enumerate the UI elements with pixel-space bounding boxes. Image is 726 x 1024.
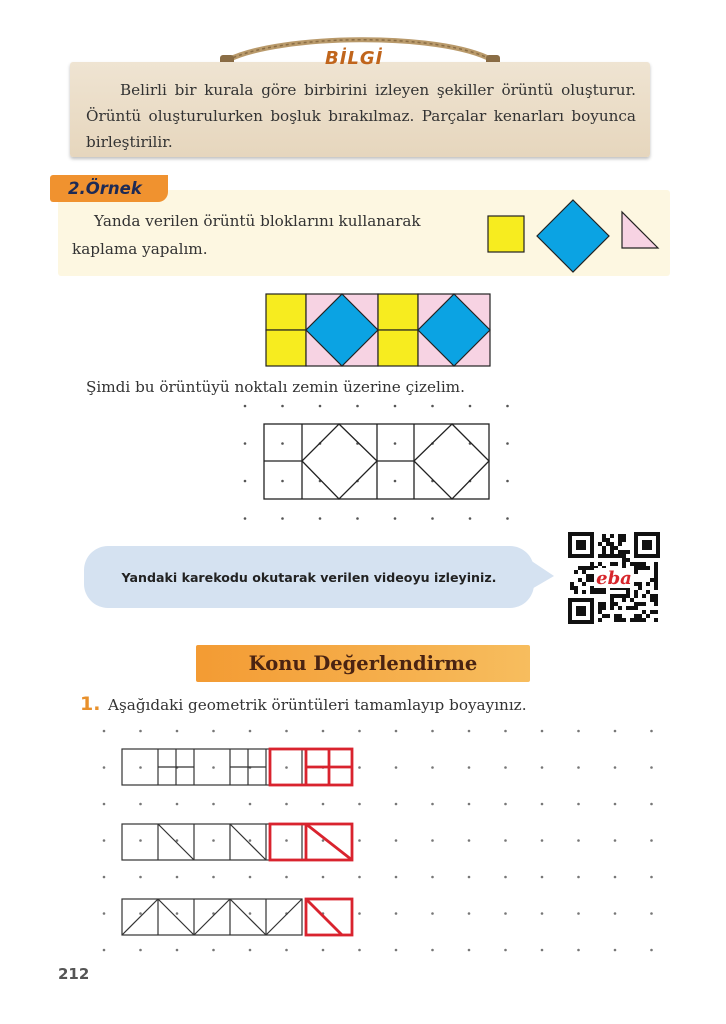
- grid-dot: [244, 405, 247, 408]
- grid-dot: [431, 839, 434, 842]
- qr-module: [594, 590, 598, 594]
- grid-dot: [285, 803, 288, 806]
- qr-module: [598, 606, 602, 610]
- grid-dot: [395, 803, 398, 806]
- qr-module: [618, 594, 622, 598]
- grid-dot: [577, 912, 580, 915]
- grid-dot: [212, 876, 215, 879]
- qr-callout-text: Yandaki karekodu okutarak verilen videoyu izleyiniz.: [121, 569, 497, 585]
- grid-dot: [469, 517, 472, 520]
- grid-dot: [103, 730, 106, 733]
- qr-module: [654, 582, 658, 586]
- grid-dot: [244, 480, 247, 483]
- qr-module: [602, 590, 606, 594]
- qr-module: [654, 566, 658, 570]
- colored-tiling: [262, 292, 494, 370]
- qr-module: [582, 590, 586, 594]
- qr-module: [602, 546, 606, 550]
- grid-dot: [176, 876, 179, 879]
- qr-module: [622, 550, 626, 554]
- grid-dot: [212, 949, 215, 952]
- qr-module: [590, 590, 594, 594]
- grid-dot: [176, 949, 179, 952]
- qr-module: [646, 590, 650, 594]
- qr-module: [590, 566, 594, 570]
- qr-module: [642, 562, 646, 566]
- grid-dot: [577, 803, 580, 806]
- qr-module: [654, 602, 658, 606]
- qr-module: [630, 606, 634, 610]
- qr-module: [654, 578, 658, 582]
- question-text: Aşağıdaki geometrik örüntüleri tamamlayıp boyayınız.: [108, 696, 527, 714]
- example-label: 2.Örnek: [50, 175, 168, 202]
- qr-module: [634, 570, 638, 574]
- grid-dot: [394, 517, 397, 520]
- qr-module: [638, 566, 642, 570]
- grid-dot: [541, 839, 544, 842]
- grid-dot: [468, 766, 471, 769]
- qr-module: [622, 598, 626, 602]
- grid-dot: [395, 766, 398, 769]
- grid-dot: [356, 405, 359, 408]
- qr-module: [590, 578, 594, 582]
- grid-dot: [577, 730, 580, 733]
- qr-module: [602, 554, 606, 558]
- grid-dot: [614, 949, 617, 952]
- grid-dot: [541, 766, 544, 769]
- qr-module: [634, 582, 638, 586]
- qr-module: [638, 614, 642, 618]
- grid-dot: [281, 480, 284, 483]
- info-title: BİLGİ: [325, 48, 384, 69]
- qr-module: [598, 602, 602, 606]
- qr-module: [654, 618, 658, 622]
- grid-dot: [650, 730, 653, 733]
- grid-dot: [212, 839, 215, 842]
- grid-dot: [650, 803, 653, 806]
- grid-dot: [614, 839, 617, 842]
- grid-dot: [249, 949, 252, 952]
- grid-dot: [395, 839, 398, 842]
- grid-dot: [541, 949, 544, 952]
- qr-module: [610, 554, 614, 558]
- qr-module: [654, 574, 658, 578]
- qr-module: [582, 566, 586, 570]
- qr-module: [574, 590, 578, 594]
- grid-dot: [431, 517, 434, 520]
- qr-module: [650, 578, 654, 582]
- pattern-row-1: [122, 749, 302, 785]
- qr-module: [610, 546, 614, 550]
- qr-module: [642, 610, 646, 614]
- grid-dot: [103, 839, 106, 842]
- grid-dot: [468, 839, 471, 842]
- grid-dot: [244, 517, 247, 520]
- followup-text: Şimdi bu örüntüyü noktalı zemin üzerine çizelim.: [86, 378, 465, 396]
- grid-dot: [577, 766, 580, 769]
- qr-module: [578, 566, 582, 570]
- qr-module: [598, 610, 602, 614]
- grid-dot: [139, 876, 142, 879]
- qr-module: [618, 554, 622, 558]
- grid-dot: [468, 876, 471, 879]
- grid-dot: [541, 876, 544, 879]
- grid-dot: [285, 839, 288, 842]
- grid-dot: [431, 766, 434, 769]
- grid-dot: [139, 949, 142, 952]
- grid-dot: [176, 730, 179, 733]
- qr-module: [614, 602, 618, 606]
- grid-dot: [281, 442, 284, 445]
- grid-dot: [281, 405, 284, 408]
- grid-dot: [358, 803, 361, 806]
- grid-dot: [431, 876, 434, 879]
- qr-module: [654, 562, 658, 566]
- grid-dot: [139, 730, 142, 733]
- grid-dot: [281, 517, 284, 520]
- qr-code[interactable]: [566, 530, 662, 626]
- grid-dot: [614, 912, 617, 915]
- grid-dot: [176, 912, 179, 915]
- example-text: Yanda verilen örüntü bloklarını kullanarak kaplama yapalım.: [72, 212, 421, 258]
- qr-module: [634, 602, 638, 606]
- grid-dot: [468, 730, 471, 733]
- grid-dot: [358, 949, 361, 952]
- qr-module: [598, 618, 602, 622]
- eba-logo: eba: [596, 568, 632, 589]
- qr-module: [622, 562, 626, 566]
- qr-module: [642, 594, 646, 598]
- section-title: Konu Değerlendirme: [196, 645, 530, 682]
- qr-module: [618, 606, 622, 610]
- qr-module: [626, 590, 630, 594]
- grid-dot: [650, 766, 653, 769]
- grid-dot: [358, 766, 361, 769]
- grid-dot: [285, 876, 288, 879]
- red-answer-row-3: [306, 899, 352, 935]
- grid-dot: [395, 949, 398, 952]
- grid-dot: [614, 803, 617, 806]
- qr-module: [602, 602, 606, 606]
- qr-module: [634, 566, 638, 570]
- grid-dot: [577, 876, 580, 879]
- dot-grid-drawing: [236, 398, 526, 526]
- qr-module: [638, 562, 642, 566]
- qr-module: [638, 602, 642, 606]
- grid-dot: [212, 730, 215, 733]
- grid-dot: [614, 766, 617, 769]
- grid-dot: [358, 839, 361, 842]
- grid-dot: [394, 405, 397, 408]
- grid-dot: [244, 442, 247, 445]
- qr-module: [602, 538, 606, 542]
- grid-dot: [249, 839, 252, 842]
- grid-dot: [103, 876, 106, 879]
- grid-dot: [319, 405, 322, 408]
- grid-dot: [614, 730, 617, 733]
- grid-dot: [650, 912, 653, 915]
- qr-module: [610, 602, 614, 606]
- qr-module: [606, 542, 610, 546]
- qr-module: [630, 598, 634, 602]
- pattern-row-2: [122, 824, 302, 860]
- qr-module: [646, 614, 650, 618]
- grid-dot: [504, 876, 507, 879]
- grid-dot: [431, 730, 434, 733]
- qr-module: [634, 606, 638, 610]
- grid-dot: [103, 949, 106, 952]
- grid-dot: [358, 876, 361, 879]
- qr-module: [574, 586, 578, 590]
- pattern-blocks: [480, 198, 670, 278]
- grid-dot: [504, 803, 507, 806]
- grid-dot: [322, 949, 325, 952]
- grid-dot: [212, 766, 215, 769]
- qr-module: [602, 606, 606, 610]
- qr-module: [626, 558, 630, 562]
- qr-module: [650, 594, 654, 598]
- yellow-square-block: [488, 216, 524, 252]
- qr-module: [650, 598, 654, 602]
- grid-dot: [394, 442, 397, 445]
- grid-dot: [249, 912, 252, 915]
- qr-module: [626, 594, 630, 598]
- grid-dot: [249, 730, 252, 733]
- grid-dot: [395, 730, 398, 733]
- grid-dot: [103, 912, 106, 915]
- qr-module: [650, 610, 654, 614]
- grid-dot: [469, 405, 472, 408]
- qr-module: [614, 562, 618, 566]
- qr-module: [606, 614, 610, 618]
- grid-dot: [431, 405, 434, 408]
- exercise-grid: [90, 718, 680, 963]
- grid-dot: [358, 912, 361, 915]
- qr-module: [586, 578, 590, 582]
- qr-module: [646, 566, 650, 570]
- grid-dot: [358, 730, 361, 733]
- qr-module: [642, 602, 646, 606]
- qr-module: [622, 558, 626, 562]
- grid-dot: [614, 876, 617, 879]
- pink-triangle-block: [622, 212, 658, 248]
- qr-module: [590, 586, 594, 590]
- qr-module: [574, 570, 578, 574]
- grid-dot: [541, 803, 544, 806]
- page-number: 212: [58, 965, 90, 983]
- qr-module: [654, 570, 658, 574]
- grid-dot: [285, 949, 288, 952]
- qr-module: [622, 538, 626, 542]
- grid-dot: [285, 730, 288, 733]
- qr-module: [598, 590, 602, 594]
- qr-module: [598, 554, 602, 558]
- qr-module: [626, 550, 630, 554]
- red-answer-row-1: [270, 749, 352, 785]
- grid-dot: [504, 766, 507, 769]
- grid-dot: [468, 803, 471, 806]
- grid-dot: [541, 912, 544, 915]
- qr-module: [582, 582, 586, 586]
- qr-module: [606, 538, 610, 542]
- qr-module: [634, 594, 638, 598]
- grid-dot: [431, 949, 434, 952]
- grid-dot: [650, 949, 653, 952]
- grid-dot: [431, 803, 434, 806]
- grid-dot: [103, 803, 106, 806]
- grid-dot: [139, 839, 142, 842]
- qr-module: [618, 550, 622, 554]
- grid-dot: [506, 480, 509, 483]
- grid-dot: [504, 730, 507, 733]
- grid-dot: [506, 517, 509, 520]
- grid-dot: [322, 730, 325, 733]
- grid-dot: [504, 949, 507, 952]
- grid-dot: [650, 839, 653, 842]
- qr-module: [586, 574, 590, 578]
- pattern-row-3: [122, 899, 302, 935]
- qr-module: [610, 534, 614, 538]
- grid-dot: [506, 405, 509, 408]
- qr-module: [590, 562, 594, 566]
- qr-module: [638, 618, 642, 622]
- qr-module: [634, 614, 638, 618]
- qr-module: [618, 534, 622, 538]
- qr-module: [586, 566, 590, 570]
- qr-module: [598, 562, 602, 566]
- qr-module: [598, 542, 602, 546]
- qr-module: [646, 582, 650, 586]
- qr-module: [582, 570, 586, 574]
- qr-module: [590, 574, 594, 578]
- qr-module: [626, 606, 630, 610]
- grid-dot: [504, 839, 507, 842]
- grid-dot: [249, 876, 252, 879]
- qr-module: [618, 618, 622, 622]
- qr-module: [622, 554, 626, 558]
- qr-module: [638, 582, 642, 586]
- qr-module: [610, 542, 614, 546]
- qr-module: [602, 550, 606, 554]
- qr-module: [606, 554, 610, 558]
- qr-module: [570, 582, 574, 586]
- grid-dot: [577, 839, 580, 842]
- qr-module: [610, 606, 614, 610]
- grid-dot: [395, 876, 398, 879]
- grid-dot: [322, 876, 325, 879]
- qr-module: [610, 594, 614, 598]
- qr-module: [618, 538, 622, 542]
- grid-dot: [103, 766, 106, 769]
- qr-module: [614, 546, 618, 550]
- qr-module: [622, 534, 626, 538]
- grid-dot: [541, 730, 544, 733]
- grid-dot: [249, 803, 252, 806]
- grid-dot: [176, 803, 179, 806]
- qr-module: [654, 586, 658, 590]
- qr-module: [634, 562, 638, 566]
- grid-dot: [577, 949, 580, 952]
- grid-dot: [322, 803, 325, 806]
- qr-module: [614, 618, 618, 622]
- qr-module: [654, 598, 658, 602]
- grid-dot: [504, 912, 507, 915]
- qr-module: [610, 598, 614, 602]
- grid-dot: [285, 766, 288, 769]
- qr-module: [634, 618, 638, 622]
- grid-dot: [394, 480, 397, 483]
- qr-module: [642, 566, 646, 570]
- info-board: [70, 62, 650, 157]
- qr-module: [602, 534, 606, 538]
- qr-module: [630, 618, 634, 622]
- blue-rhombus-block: [537, 200, 609, 272]
- qr-module: [654, 594, 658, 598]
- qr-module: [610, 550, 614, 554]
- qr-module: [618, 542, 622, 546]
- qr-module: [614, 554, 618, 558]
- qr-module: [614, 594, 618, 598]
- grid-dot: [356, 517, 359, 520]
- qr-module: [614, 614, 618, 618]
- grid-dot: [431, 912, 434, 915]
- grid-dot: [468, 912, 471, 915]
- info-text: Belirli bir kurala göre birbirini izleyen şekiller örüntü oluşturur. Örüntü oluşturulurken boşluk bırakılmaz. Parçalar kenarları boyunca birleştirilir.: [86, 81, 636, 151]
- qr-module: [622, 594, 626, 598]
- qr-module: [638, 586, 642, 590]
- qr-module: [618, 614, 622, 618]
- qr-module: [654, 610, 658, 614]
- qr-module: [642, 618, 646, 622]
- grid-dot: [139, 803, 142, 806]
- red-answer-row-2: [270, 824, 352, 860]
- grid-dot: [506, 442, 509, 445]
- qr-module: [570, 586, 574, 590]
- qr-module: [610, 562, 614, 566]
- grid-dot: [468, 949, 471, 952]
- grid-dot: [319, 517, 322, 520]
- qr-module: [630, 562, 634, 566]
- grid-dot: [139, 912, 142, 915]
- grid-dot: [212, 803, 215, 806]
- qr-module: [578, 578, 582, 582]
- grid-dot: [650, 876, 653, 879]
- grid-dot: [139, 766, 142, 769]
- grid-dot: [395, 912, 398, 915]
- question-number: 1.: [80, 693, 101, 715]
- qr-module: [634, 590, 638, 594]
- qr-module: [602, 614, 606, 618]
- qr-module: [622, 618, 626, 622]
